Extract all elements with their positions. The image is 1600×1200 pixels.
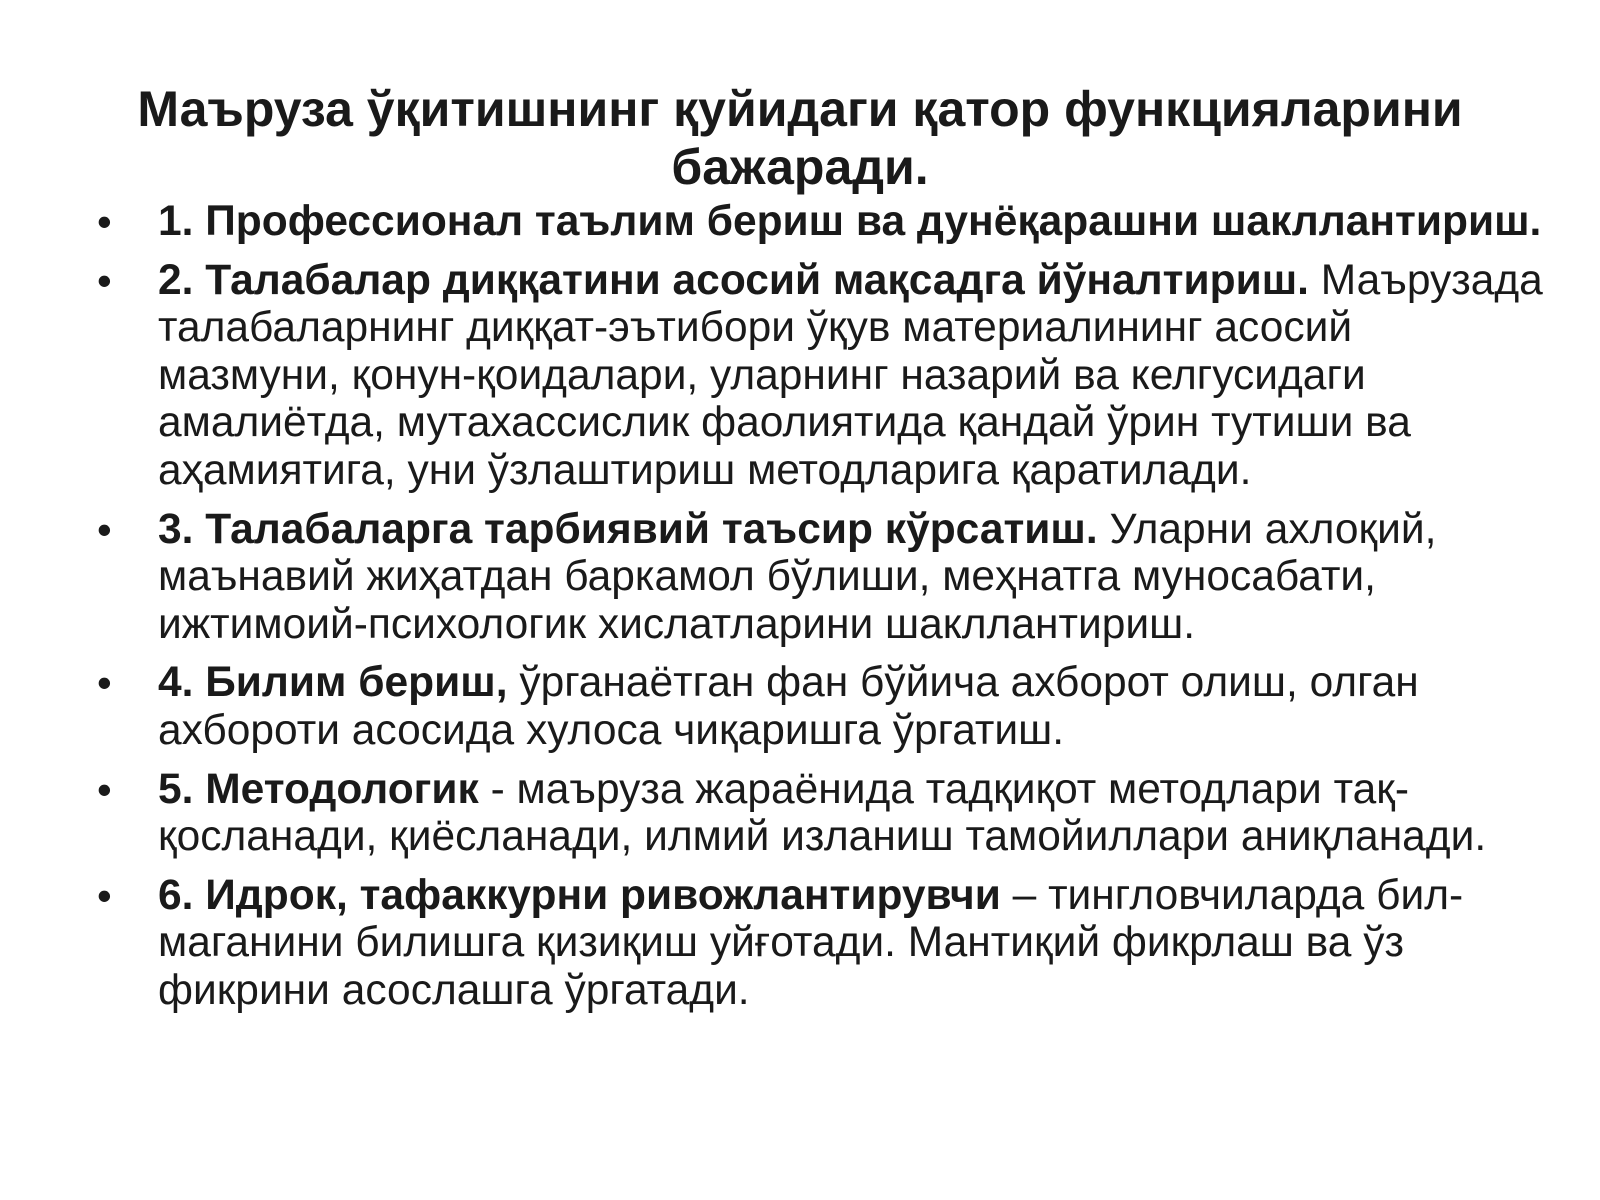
item-text: – тингловчиларда бил-маганини билишга қизиқиш уйғотади. Мантиқий фикрлаш ва ўз фикрини асослашга ўргатади. [158, 871, 1464, 1014]
list-item [95, 659, 1545, 754]
item-heading: 2. Талабалар диққатини асосий мақсадга йўналтириш. [158, 256, 1309, 304]
item-text: Маърузада талабаларнинг диққат-эътибори ўқув материалининг асосий мазмуни, қонун-қоидалари, уларнинг назарий ва келгусидаги амалиётда, мутахассислик фаолиятида қандай ўрин тутиши ва аҳамиятига, уни ўзлаштириш методларига қаратилади. [158, 256, 1543, 494]
item-text: ўрганаётган фан бўйича ахборот олиш, олган ахбороти асосида хулоса чиқаришга ўргатиш. [158, 659, 1419, 754]
slide-title: Маъруза ўқитишнинг қуйидаги қатор функцияларини бажаради. [137, 81, 1463, 195]
function-list [95, 198, 1545, 1026]
list-item [95, 872, 1545, 1015]
list-item [95, 506, 1545, 649]
item-heading: 5. Методологик [158, 765, 479, 813]
item-text: - маъруза жараёнида тадқиқот методлари тақ-қосланади, қиёсланади, илмий изланиш тамойиллари аниқланади. [158, 765, 1487, 861]
bullet-icon: • [97, 256, 112, 304]
list-item [95, 766, 1545, 861]
item-heading: 6. Идрок, тафаккурни ривожлантирувчи [158, 871, 1001, 919]
item-heading: 3. Талабаларга тарбиявий таъсир кўрсатиш. [158, 505, 1098, 553]
bullet-icon: • [97, 505, 112, 553]
bullet-icon: • [97, 198, 112, 245]
item-heading: 1. Профессионал таълим бериш ва дунёқарашни шакллантириш. [158, 198, 1542, 245]
bullet-icon: • [97, 871, 112, 919]
list-item [95, 198, 1545, 246]
item-heading: 4. Билим бериш, [158, 659, 508, 707]
item-text: Уларни ахлоқий, маънавий жиҳатдан баркамол бўлиши, меҳнатга муносабати, ижтимоий-психологик хислатларини шакллантириш. [158, 505, 1437, 648]
list-item [95, 257, 1545, 495]
bullet-icon: • [97, 765, 112, 813]
bullet-icon: • [97, 659, 112, 707]
